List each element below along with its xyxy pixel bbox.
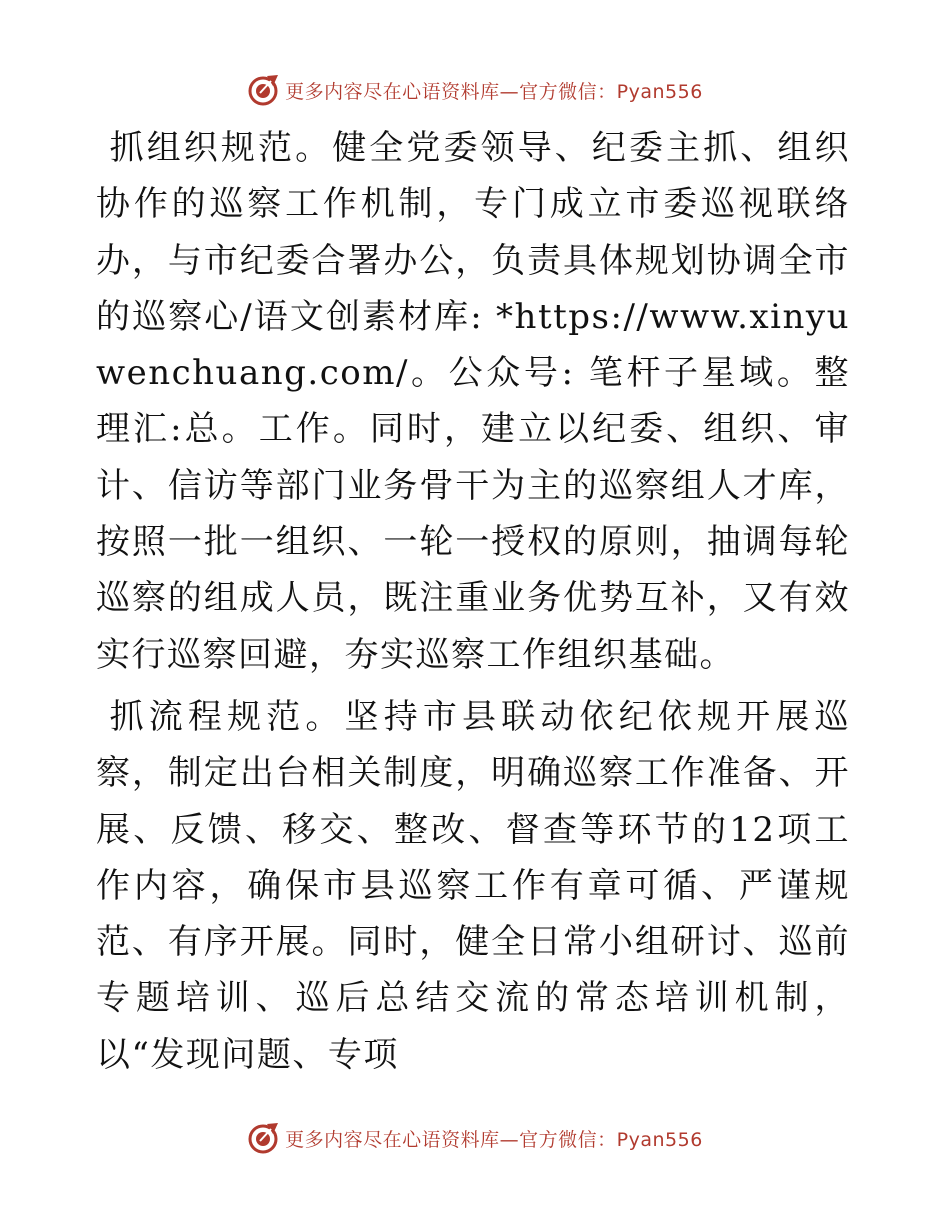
header-banner — [0, 70, 950, 110]
paragraph-organization: 抓组织规范。健全党委领导、纪委主抓、组织协作的巡察工作机制，专门成立市委巡视联络办，与市纪委合署办公，负责具体规划协调全市的巡察心/语文创素材库: *https://www.xinyuwenchuang.com/。公众号: 笔杆子星域。整理汇:总。工作。同时，建立以纪委、组织、审计、信访等部门业务骨干为主的巡察组人才库，按照一批一组织、一轮一授权的原则，抽调每轮巡察的组成人员，既注重业务优势互补，又有效实行巡察回避，夯实巡察工作组织基础。 — [96, 128, 850, 675]
banner-text: 更多内容尽在心语资料库—官方微信：Pyan556 — [285, 1128, 703, 1151]
quill-seal-logo-icon — [247, 73, 281, 107]
quill-seal-logo-icon — [247, 1121, 281, 1155]
paragraph-process: 抓流程规范。坚持市县联动依纪依规开展巡察，制定出台相关制度，明确巡察工作准备、开展、反馈、移交、整改、督查等环节的12项工作内容，确保市县巡察工作有章可循、严谨规范、有序开展。同时，健全日常小组研讨、巡前专题培训、巡后总结交流的常态培训机制，以“发现问题、专项 — [96, 696, 850, 1075]
document-body — [96, 120, 850, 1083]
footer-banner — [0, 1118, 950, 1158]
banner-text: 更多内容尽在心语资料库—官方微信：Pyan556 — [285, 80, 703, 103]
